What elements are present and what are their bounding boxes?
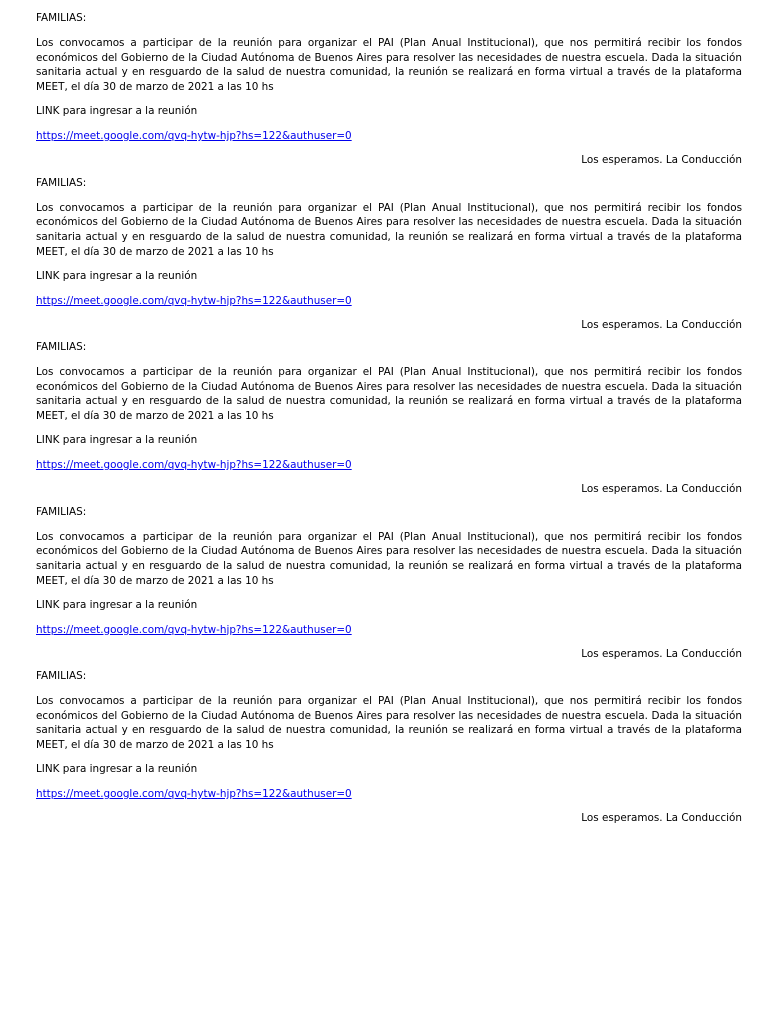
meeting-link[interactable]: https://meet.google.com/qvq-hytw-hjp?hs=122&authuser=0 xyxy=(36,459,352,471)
link-label: LINK para ingresar a la reunión xyxy=(36,763,198,775)
notice-heading: FAMILIAS: xyxy=(36,176,87,189)
document-page xyxy=(36,11,742,834)
link-label: LINK para ingresar a la reunión xyxy=(36,598,198,611)
sign-off: Los esperamos. La Conducción xyxy=(581,318,742,331)
meeting-link[interactable]: https://meet.google.com/qvq-hytw-hjp?hs=122&authuser=0 xyxy=(36,294,352,307)
link-label: LINK para ingresar a la reunión xyxy=(36,434,198,446)
notice-body: Los convocamos a participar de la reunión para organizar el PAI (Plan Anual Institucional), que nos permitirá recibir los fondos económicos del Gobierno de la Ciudad Autónoma de Buenos Aires para resolver las necesidades de nuestra escuela. Dada la situación sanitaria actual y en resguardo de la salud de nuestra comunidad, la reunión se realizará en forma virtual a través de la plataforma MEET, el día 30 de marzo de 2021 a las 10 hs xyxy=(36,695,742,752)
link-label: LINK para ingresar a la reunión xyxy=(36,269,198,282)
notice-block-1 xyxy=(36,11,742,176)
notice-heading: FAMILIAS: xyxy=(36,505,87,518)
notice-block-2 xyxy=(36,176,742,341)
sign-off: Los esperamos. La Conducción xyxy=(581,154,742,166)
notice-body: Los convocamos a participar de la reunión para organizar el PAI (Plan Anual Institucional), que nos permitirá recibir los fondos económicos del Gobierno de la Ciudad Autónoma de Buenos Aires para resolver las necesidades de nuestra escuela. Dada la situación sanitaria actual y en resguardo de la salud de nuestra comunidad, la reunión se realizará en forma virtual a través de la plataforma MEET, el día 30 de marzo de 2021 a las 10 hs xyxy=(36,37,742,94)
notice-body: Los convocamos a participar de la reunión para organizar el PAI (Plan Anual Institucional), que nos permitirá recibir los fondos económicos del Gobierno de la Ciudad Autónoma de Buenos Aires para resolver las necesidades de nuestra escuela. Dada la situación sanitaria actual y en resguardo de la salud de nuestra comunidad, la reunión se realizará en forma virtual a través de la plataforma MEET, el día 30 de marzo de 2021 a las 10 hs xyxy=(36,201,742,258)
sign-off: Los esperamos. La Conducción xyxy=(581,812,742,824)
meeting-link[interactable]: https://meet.google.com/qvq-hytw-hjp?hs=122&authuser=0 xyxy=(36,623,352,636)
notice-body: Los convocamos a participar de la reunión para organizar el PAI (Plan Anual Institucional), que nos permitirá recibir los fondos económicos del Gobierno de la Ciudad Autónoma de Buenos Aires para resolver las necesidades de nuestra escuela. Dada la situación sanitaria actual y en resguardo de la salud de nuestra comunidad, la reunión se realizará en forma virtual a través de la plataforma MEET, el día 30 de marzo de 2021 a las 10 hs xyxy=(36,366,742,423)
link-label: LINK para ingresar a la reunión xyxy=(36,105,198,117)
meeting-link[interactable]: https://meet.google.com/qvq-hytw-hjp?hs=122&authuser=0 xyxy=(36,788,352,800)
meeting-link[interactable]: https://meet.google.com/qvq-hytw-hjp?hs=122&authuser=0 xyxy=(36,130,352,142)
notice-block-4 xyxy=(36,505,742,670)
sign-off: Los esperamos. La Conducción xyxy=(581,647,742,660)
notice-body: Los convocamos a participar de la reunión para organizar el PAI (Plan Anual Institucional), que nos permitirá recibir los fondos económicos del Gobierno de la Ciudad Autónoma de Buenos Aires para resolver las necesidades de nuestra escuela. Dada la situación sanitaria actual y en resguardo de la salud de nuestra comunidad, la reunión se realizará en forma virtual a través de la plataforma MEET, el día 30 de marzo de 2021 a las 10 hs xyxy=(36,530,742,587)
sign-off: Los esperamos. La Conducción xyxy=(581,483,742,495)
notice-heading: FAMILIAS: xyxy=(36,341,87,353)
notice-block-5 xyxy=(36,669,742,834)
notice-heading: FAMILIAS: xyxy=(36,670,87,682)
notice-heading: FAMILIAS: xyxy=(36,12,87,24)
notice-block-3 xyxy=(36,340,742,505)
